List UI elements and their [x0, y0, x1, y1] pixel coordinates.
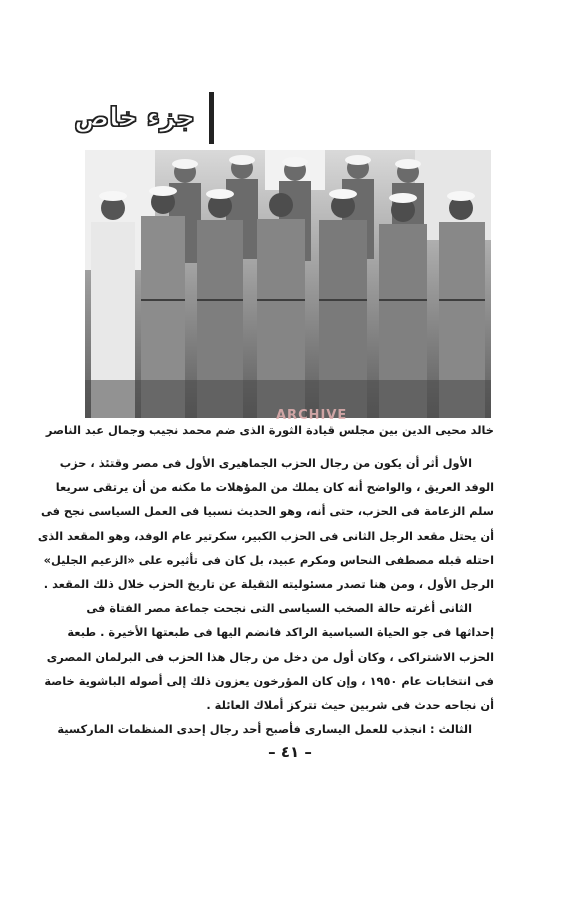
- photo-caption: خالد محيى الدين بين مجلس قيادة الثورة الذى ضم محمد نجيب وجمال عبد الناصر: [45, 423, 494, 437]
- body-line: الأول أثر أن يكون من رجال الحزب الجماهيرى الأول فى مصر وقتئذ ، حزب: [59, 456, 472, 470]
- body-line: أن يحتل مقعد الرجل الثانى فى الحزب الكبير، سكرتير عام الوفد، وهو المقعد الذى: [37, 528, 494, 543]
- body-line: إحداثها فى جو الحياة السياسية الراكد فانضم اليها فى طبعتها الأخيرة . طبعة: [67, 625, 494, 640]
- body-line: الرجل الأول ، ومن هنا تصدر مسئوليته الثقيلة عن تاريخ الحزب خلال ذلك المقعد .: [43, 577, 494, 592]
- group-photo-image: [85, 150, 491, 418]
- body-line: سلم الزعامة فى الحزب، حتى أنه، وهو الحديث نسبيا فى العمل السياسى نجح فى: [40, 504, 494, 519]
- body-line: الوفد العريق ، والواضح أنه كان يملك من المؤهلات ما مكنه من أن يرتقى سريعا: [55, 480, 494, 495]
- body-line: الثانى أغرته حالة الصخب السياسى التى نجحت جماعة مصر الفتاة فى: [86, 601, 472, 616]
- body-line: فى انتخابات عام ١٩٥٠ ، وإن كان المؤرخون يعزون ذلك إلى أصوله الباشوية خاصة: [44, 673, 494, 688]
- body-line: الثالث : انجذب للعمل اليسارى فأصبح أحد رجال إحدى المنظمات الماركسية: [57, 722, 472, 737]
- section-title: جزء خاص: [74, 103, 195, 133]
- section-header: [74, 92, 214, 144]
- body-line: احتله قبله مصطفى النحاس ومكرم عبيد، بل كان فى تأثيره على «الزعيم الجليل»: [43, 552, 494, 567]
- section-bar: [209, 92, 214, 144]
- article-body: [37, 451, 494, 741]
- watermark: ARCHIVE: [276, 408, 348, 423]
- group-photo: [85, 150, 491, 418]
- body-line: أن نجاحه حدث فى شربين حيث تتركز أملاك العائلة .: [206, 698, 494, 713]
- body-line: الحزب الاشتراكى ، وكان أول من دخل من رجال هذا الحزب فى البرلمان المصرى: [46, 649, 494, 664]
- page-number: – ٤١ –: [268, 743, 312, 761]
